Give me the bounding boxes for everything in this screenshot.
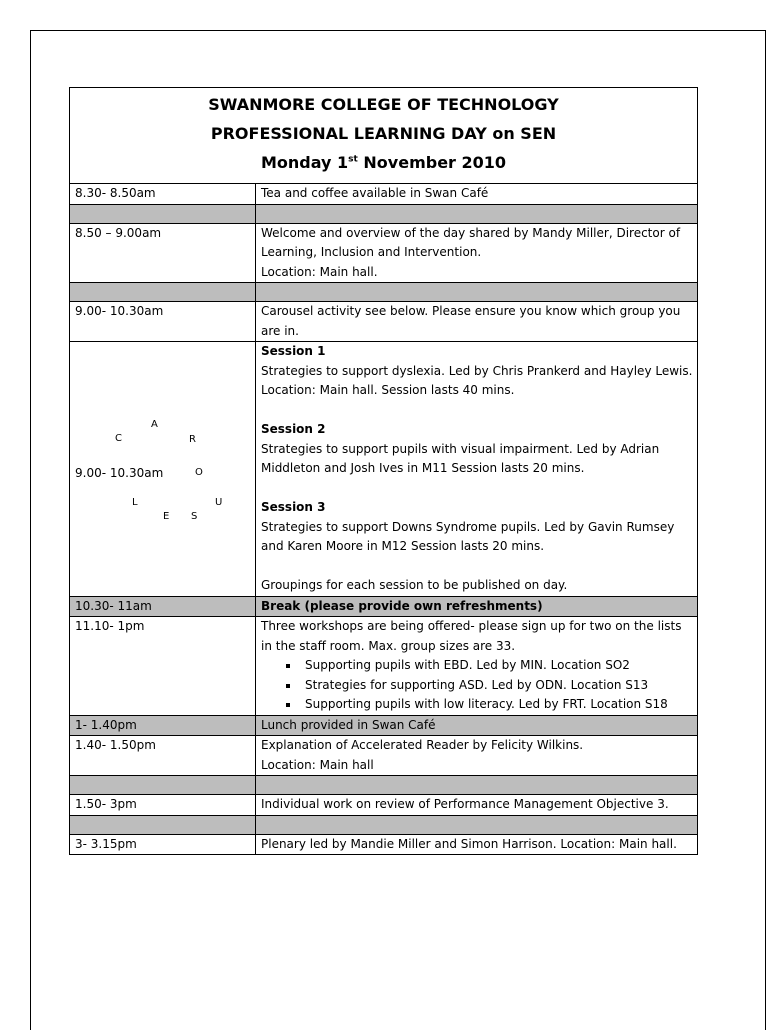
list-item: Strategies for supporting ASD. Led by ODN. Location S13 [305, 676, 693, 696]
agenda-table [69, 87, 698, 855]
session-note: Groupings for each session to be published on day. [261, 578, 568, 592]
table-row [70, 736, 698, 776]
carousel-letter: E [163, 511, 170, 522]
table-row [70, 596, 698, 617]
activity-cell: Break (please provide own refreshments) [256, 596, 698, 617]
activity-text: Explanation of Accelerated Reader by Felicity Wilkins. [261, 738, 584, 752]
activity-cell: Individual work on review of Performance Management Objective 3. [256, 795, 698, 816]
title-cell [70, 88, 698, 184]
time-cell: 10.30- 11am [70, 596, 256, 617]
table-row [70, 617, 698, 716]
time-cell: 8.30- 8.50am [70, 184, 256, 205]
time-cell: 11.10- 1pm [70, 617, 256, 716]
table-row [70, 795, 698, 816]
session-title: Session 1 [261, 344, 326, 358]
session-text: Strategies to support dyslexia. Led by Chris Prankerd and Hayley Lewis. Location: Main hall. Session lasts 40 mins. [261, 363, 693, 397]
activity-cell: Lunch provided in Swan Café [256, 715, 698, 736]
event-date: Monday 1st November 2010 [260, 153, 507, 172]
carousel-letter: O [195, 467, 203, 478]
time-cell: 1- 1.40pm [70, 715, 256, 736]
carousel-letter: R [189, 434, 196, 445]
sessions-cell [256, 342, 698, 597]
carousel-time: 9.00- 10.30am [75, 466, 164, 480]
separator-row [70, 776, 698, 795]
list-item: Supporting pupils with low literacy. Led by FRT. Location S18 [305, 695, 693, 715]
session-text: Strategies to support pupils with visual impairment. Led by Adrian Middleton and Josh Ives in M11 Session lasts 20 mins. [261, 441, 660, 475]
carousel-letter: A [151, 419, 158, 430]
workshop-list [261, 656, 693, 715]
activity-cell: Carousel activity see below. Please ensure you know which group you are in. [256, 302, 698, 342]
time-cell: 3- 3.15pm [70, 834, 256, 855]
table-row [70, 834, 698, 855]
table-row [70, 715, 698, 736]
title-row [70, 88, 698, 184]
table-row [70, 184, 698, 205]
time-cell: 1.50- 3pm [70, 795, 256, 816]
activity-text: Three workshops are being offered- please sign up for two on the lists in the staff room. Max. group sizes are 33. [261, 619, 682, 653]
time-cell: 9.00- 10.30am [70, 302, 256, 342]
activity-cell [256, 223, 698, 283]
carousel-row [70, 342, 698, 597]
activity-cell: Tea and coffee available in Swan Café [256, 184, 698, 205]
activity-location: Location: Main hall. [261, 264, 378, 279]
carousel-letter: C [115, 433, 122, 444]
carousel-letter: S [191, 511, 198, 522]
list-item: Supporting pupils with EBD. Led by MIN. Location SO2 [305, 656, 693, 676]
table-row [70, 302, 698, 342]
separator-row [70, 283, 698, 302]
activity-cell [256, 736, 698, 776]
session-title: Session 2 [261, 422, 326, 436]
time-cell: 8.50 – 9.00am [70, 223, 256, 283]
carousel-letter: U [215, 497, 223, 508]
session-text: Strategies to support Downs Syndrome pupils. Led by Gavin Rumsey and Karen Moore in M12 Session lasts 20 mins. [261, 519, 675, 553]
activity-cell [256, 617, 698, 716]
separator-row [70, 204, 698, 223]
event-title: PROFESSIONAL LEARNING DAY on SEN [210, 124, 557, 143]
activity-text: Welcome and overview of the day shared by Mandy Miller, Director of Learning, Inclusion and Intervention. [261, 225, 681, 259]
carousel-time-cell [70, 342, 256, 597]
separator-row [70, 815, 698, 834]
table-row [70, 223, 698, 283]
activity-location: Location: Main hall [261, 757, 374, 772]
time-cell: 1.40- 1.50pm [70, 736, 256, 776]
carousel-letter: L [132, 497, 138, 508]
session-title: Session 3 [261, 500, 326, 514]
school-name: SWANMORE COLLEGE OF TECHNOLOGY [208, 95, 559, 114]
activity-cell: Plenary led by Mandie Miller and Simon Harrison. Location: Main hall. [256, 834, 698, 855]
